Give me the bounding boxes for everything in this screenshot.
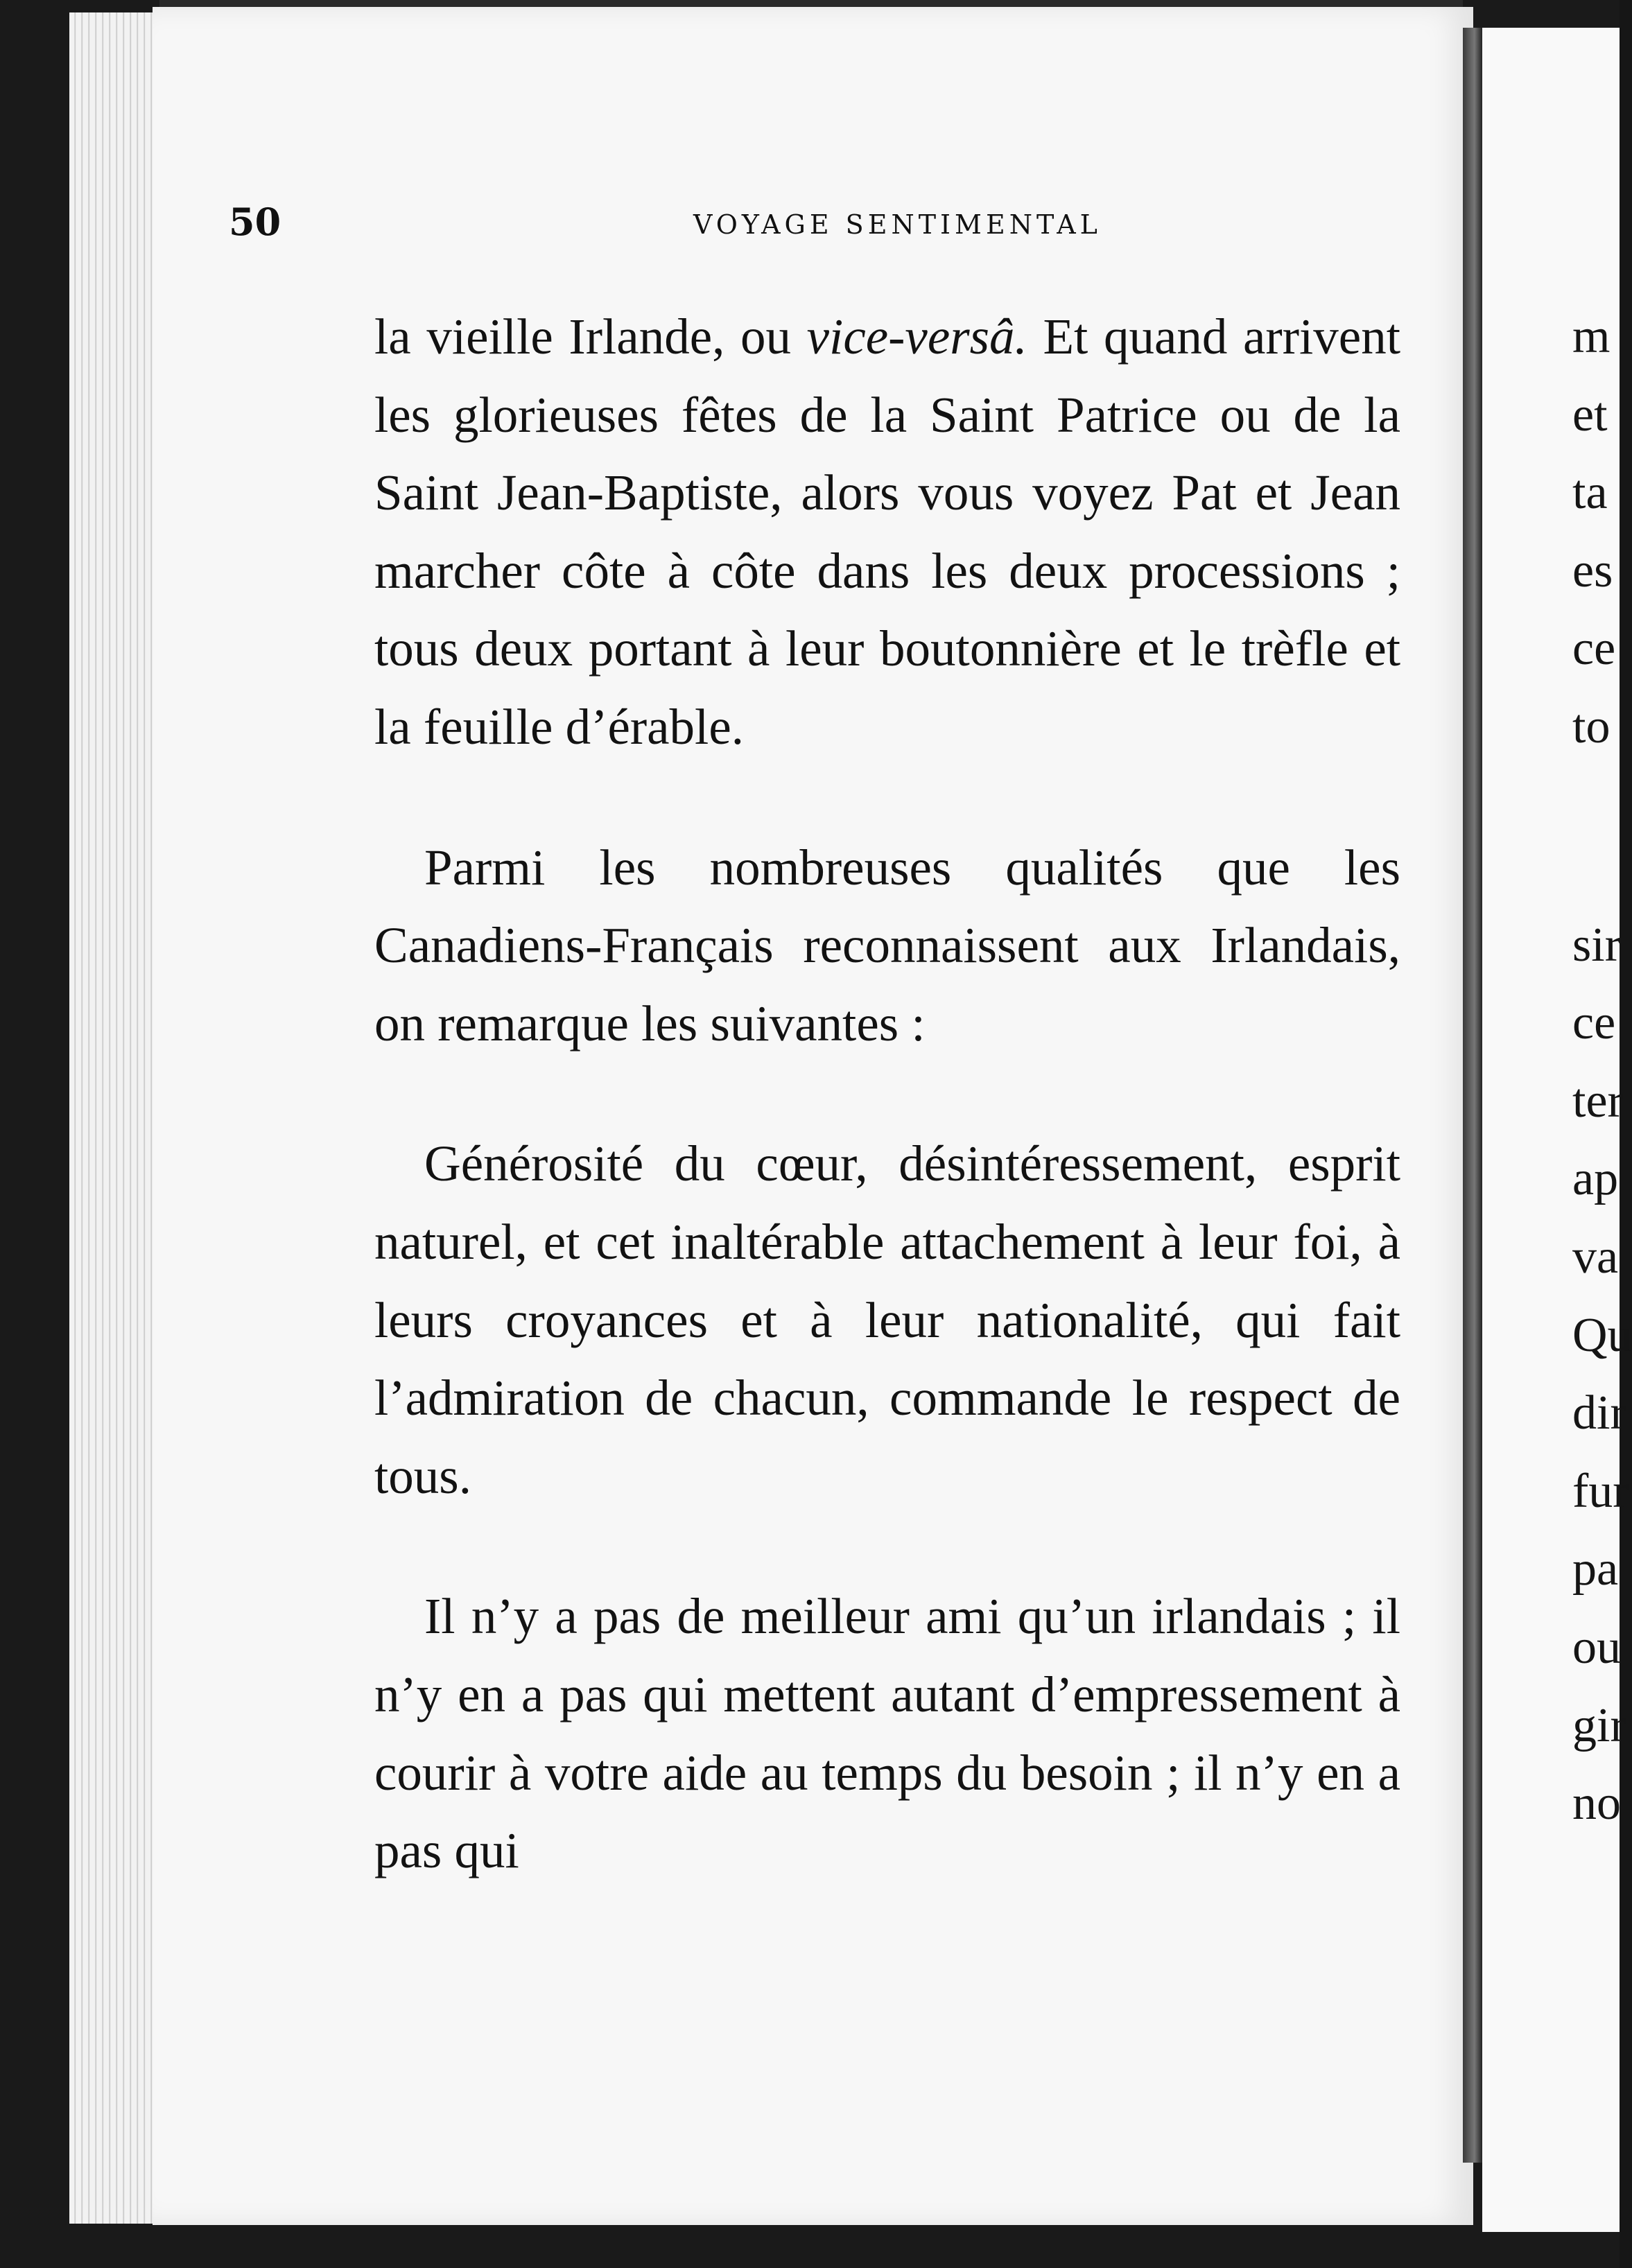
paragraph-3: Générosité du cœur, désintéressement, esprit naturel, et cet inaltérable attachement à leur foi, à leurs croyances et à leur nationalité, qui fait l’admiration de chacun, commande le respect de tous. — [374, 1135, 1400, 1504]
fragment: m — [1572, 310, 1611, 363]
fragment: et — [1572, 387, 1608, 442]
page-stack-edges — [69, 12, 166, 2224]
fragment: gir — [1572, 1698, 1626, 1752]
fragment-gap — [1572, 767, 1632, 907]
paragraph-1-text-end: Et quand arrivent les glorieuses fêtes de la Saint Patrice ou de la Saint Jean-Baptiste, alors vous voyez Pat et Jean marcher côte à côte dans les deux processions ; tous deux portant à leur boutonnière et le trèfle et la feuille d’érable. — [374, 308, 1400, 755]
fragment: dir — [1572, 1386, 1626, 1440]
paragraph-1-italic: vice-versâ. — [806, 308, 1027, 365]
page-number: 50 — [229, 200, 281, 244]
fragment: ap — [1572, 1152, 1619, 1206]
fragment: ta — [1572, 466, 1608, 520]
fragment: pa — [1572, 1542, 1619, 1596]
top-edge — [159, 0, 1463, 7]
fragment: ter — [1572, 1074, 1624, 1128]
body-text — [374, 298, 1400, 1890]
running-title: VOYAGE SENTIMENTAL — [693, 209, 1102, 240]
fragment: no — [1572, 1777, 1621, 1831]
paragraph-1-text-start: la vieille Irlande, ou — [374, 308, 807, 365]
paragraph-1 — [374, 298, 1400, 767]
fragment: va — [1572, 1230, 1619, 1284]
book-gutter — [1463, 28, 1482, 2163]
fragment: es — [1572, 543, 1613, 597]
fragment: to — [1572, 699, 1611, 753]
facing-page-text-fragments — [1572, 298, 1632, 1843]
fragment: ce — [1572, 996, 1616, 1050]
paragraph-4: Il n’y a pas de meilleur ami qu’un irlandais ; il n’y en a pas qui mettent autant d’empressement à courir à votre aide au temps du besoin ; il n’y en a pas qui — [374, 1588, 1400, 1879]
paragraph-2: Parmi les nombreuses qualités que les Canadiens-Français reconnaissent aux Irlandais, on remarque les suivantes : — [374, 839, 1400, 1052]
fragment: sir — [1572, 918, 1621, 972]
fragment: ou — [1572, 1620, 1621, 1674]
fragment: Qu — [1572, 1308, 1632, 1362]
fragment: ce — [1572, 622, 1616, 676]
fragment: fur — [1572, 1464, 1629, 1518]
